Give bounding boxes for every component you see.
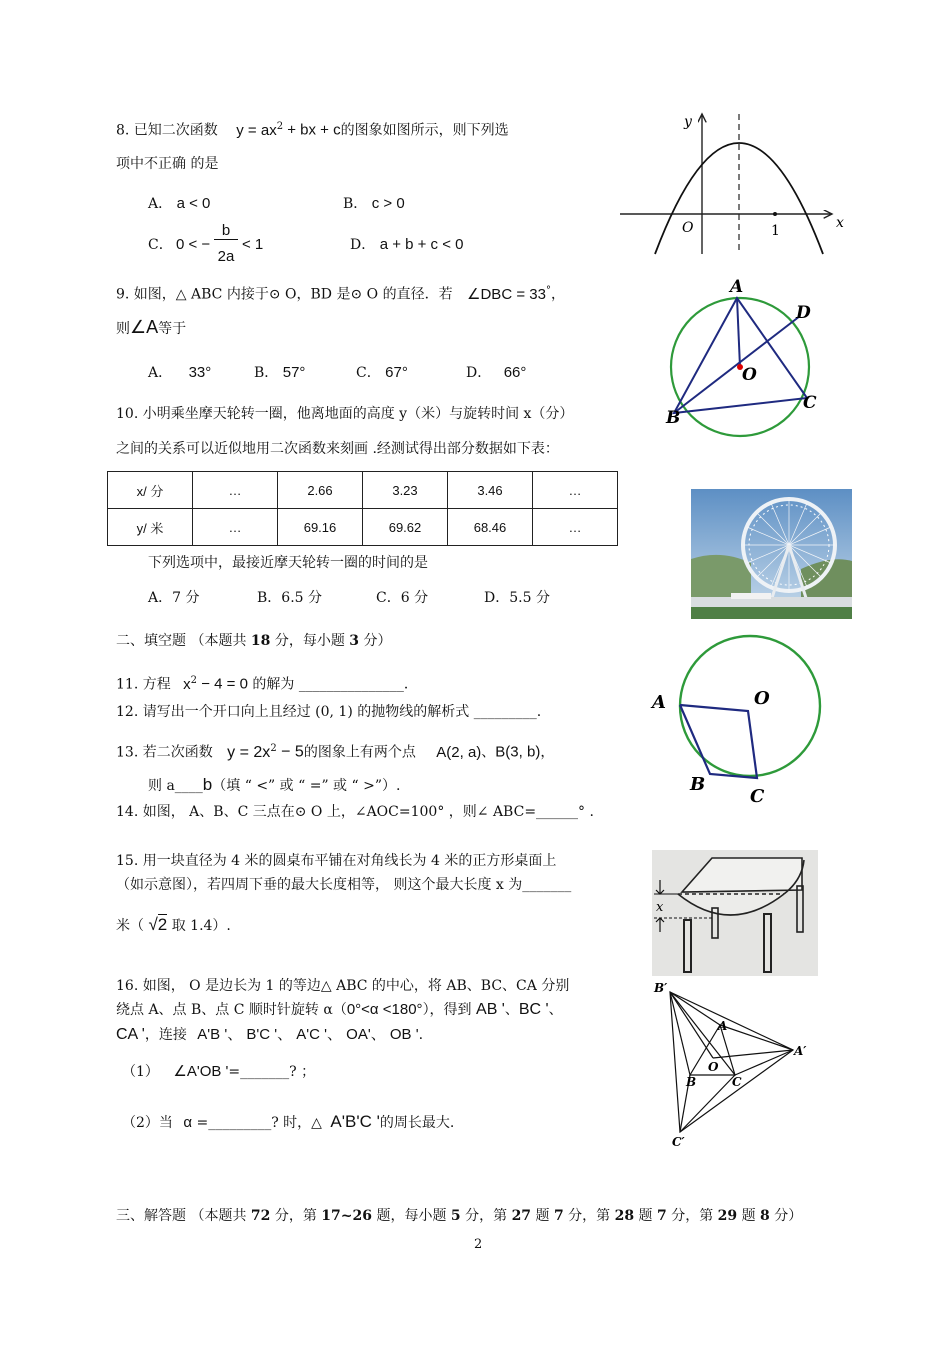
table-row: x/ 分 … 2.66 3.23 3.46 …: [108, 472, 618, 509]
q15-line2: （如示意图），若四周下垂的最大长度相等， 则这个最大长度 x 为_______: [116, 877, 572, 893]
q10-option-a: A．7 分: [148, 590, 200, 606]
q9-option-a: A． 33°: [148, 364, 212, 381]
table-row: y/ 米 … 69.16 69.62 68.46 …: [108, 509, 618, 546]
q16-part2: （2）当 α =_________? 时，△ A'B'C '的周长最大.: [122, 1112, 455, 1131]
q9-option-d: D． 66°: [466, 364, 527, 381]
q8-option-c-pre: 0 < −: [176, 236, 211, 253]
parabola-graph: [618, 108, 848, 258]
q10-line1: 10. 小明乘坐摩天轮转一圈，他离地面的高度 y（米）与旋转时间 x（分）: [116, 406, 574, 422]
q16-line3: CA '，连接 A'B '、 B'C '、 A'C '、 OA'、 OB '.: [116, 1026, 424, 1043]
segment-ao: [737, 298, 740, 367]
label-b: B: [686, 1075, 697, 1089]
circle-figure-abcd: [660, 272, 845, 432]
q10-option-c: C．6 分: [376, 590, 429, 606]
label-d: D: [796, 303, 811, 323]
q13-line2: 则 a____b（填 “ <” 或 “ =” 或 “ >”）.: [148, 775, 401, 794]
q8-option-c-label: C．: [148, 237, 173, 253]
label-c: C: [732, 1075, 742, 1089]
q8-option-b: B． c > 0: [343, 195, 405, 212]
q14: 14. 如图， A、B、C 三点在⊙ O 上，∠AOC=100° ，则∠ ABC=______° .: [116, 804, 594, 820]
q13-line1: 13. 若二次函数 $y = 2x^2 - 5$的图象上有两个点 A(2, a)、B(3, b)，: [116, 743, 555, 761]
section-2-heading: 二、填空题 （本题共 18 分，每小题 3 分）: [116, 633, 392, 649]
q16-line2: 绕点 A、点 B、点 C 顺时针旋转 α（0°<α <180°），得到 AB '、BC '、: [116, 1001, 563, 1018]
q11: 11. 方程 $x^2 - 4 = 0$ 的解为 _______________．: [116, 675, 418, 693]
table-cloth-figure: [652, 850, 818, 976]
q16-line1: 16. 如图， O 是边长为 1 的等边△ ABC 的中心，将 AB、BC、CA 分别: [116, 978, 570, 994]
label-o: O: [754, 688, 770, 709]
section-3-heading: 三、解答题 （本题共 72 分，第 17~26 题，每小题 5 分，第 27 题 7 分，第 28 题 7 分，第 29 题 8 分）: [116, 1208, 803, 1224]
q10-line2: 之间的关系可以近似地用二次函数来刻画 .经测试得出部分数据如下表：: [116, 441, 559, 457]
label-b-prime: B′: [654, 981, 668, 995]
circle-figure-aobc: [650, 636, 830, 812]
q8-option-a: A． a < 0: [148, 195, 211, 212]
q9-option-c: C． 67°: [356, 364, 408, 381]
q8-option-c-numerator: b: [214, 222, 238, 240]
q16-part1: （1） ∠A'OB '=_______? ；: [122, 1063, 316, 1080]
label-a: A: [718, 1019, 728, 1033]
label-b: B: [666, 408, 681, 428]
q10-data-table: [107, 471, 618, 546]
q8-option-c-denominator: 2a: [217, 248, 235, 265]
x-label: x: [836, 215, 844, 231]
label-c: C: [803, 393, 817, 413]
rotation-figure: [650, 980, 825, 1155]
q9-line2: 则∠A等于: [116, 317, 187, 337]
q12: 12. 请写出一个开口向上且经过 (0, 1) 的抛物线的解析式 _________.: [116, 704, 542, 720]
point-one: [773, 212, 777, 216]
q8-option-c-post: < 1: [242, 236, 264, 253]
page-number: 2: [474, 1237, 483, 1252]
q8-option-d: D． a + b + c < 0: [350, 236, 464, 253]
ferris-wheel-photo: [691, 489, 852, 619]
label-a: A: [730, 277, 744, 297]
q9-option-b: B． 57°: [254, 364, 306, 381]
label-c: C: [750, 786, 765, 807]
y-label: y: [684, 114, 692, 130]
label-a-prime: A′: [794, 1044, 807, 1058]
quadrilateral-aobc: [680, 705, 757, 778]
label-b: B: [690, 774, 706, 795]
q10-option-b: B．6.5 分: [257, 590, 323, 606]
one-label: 1: [771, 223, 780, 239]
label-o: O: [708, 1060, 719, 1074]
diameter-bd: [674, 316, 800, 413]
label-o: O: [742, 365, 757, 385]
q9-line1: 9. 如图，△ ABC 内接于⊙ O，BD 是⊙ O 的直径．若 ∠DBC = 33°，: [116, 285, 565, 303]
q8-line2: 项中不正确 的是: [116, 156, 219, 172]
origin-label: O: [682, 220, 694, 236]
label-c-prime: C′: [672, 1135, 685, 1149]
q15-line1: 15. 用一块直径为 4 米的圆桌布平铺在对角线长为 4 米的正方形桌面上: [116, 853, 557, 869]
q8-line1: 8. 已知二次函数 $y = ax^2$ + bx + c的图象如图所示，则下列选: [116, 121, 509, 139]
q15-line3: 米（ √2 取 1.4）.: [116, 915, 231, 934]
q10-line3: 下列选项中，最接近摩天轮转一圈的时间的是: [148, 555, 428, 571]
label-a: A: [652, 692, 666, 713]
q10-option-d: D．5.5 分: [484, 590, 550, 606]
x-label: x: [656, 900, 664, 915]
